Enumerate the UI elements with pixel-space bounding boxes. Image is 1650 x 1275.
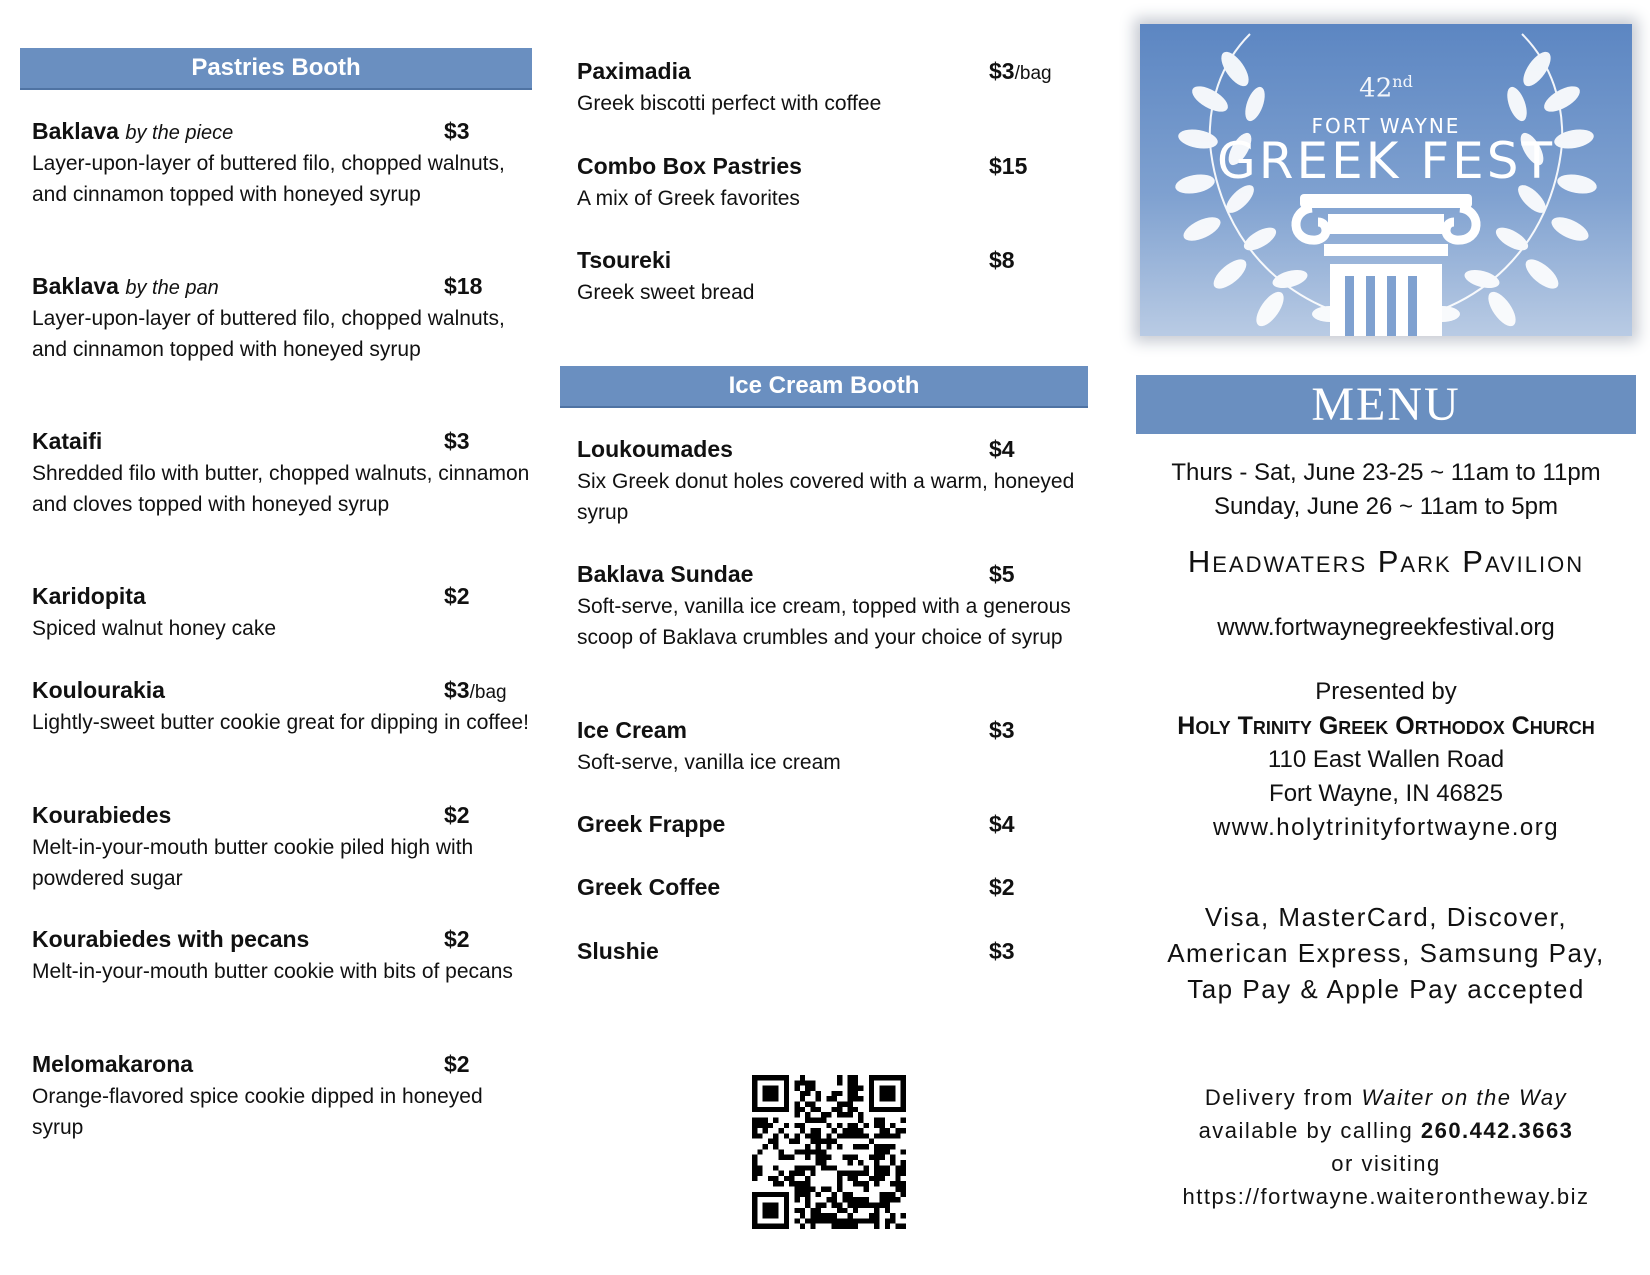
item-price: $15 xyxy=(989,153,1028,179)
logo-ordinal: 42nd xyxy=(1359,72,1413,104)
item-price: $8 xyxy=(989,247,1015,273)
item-name: Baklava by the piece xyxy=(32,118,234,144)
item-name: Combo Box Pastries xyxy=(577,153,802,179)
menu-item xyxy=(577,561,1088,653)
qr-code-icon xyxy=(752,1075,906,1229)
item-description: Orange-flavored spice cookie dipped in honeyed syrup xyxy=(32,1085,483,1139)
item-description: Soft-serve, vanilla ice cream, topped with a generous scoop of Baklava crumbles and your choice of syrup xyxy=(577,595,1071,649)
festival-dates: Thurs - Sat, June 23-25 ~ 11am to 11pm Sunday, June 26 ~ 11am to 5pm xyxy=(1171,459,1601,520)
item-name: Tsoureki xyxy=(577,247,672,273)
item-description: Greek biscotti perfect with coffee xyxy=(577,92,882,115)
church-website[interactable]: www.holytrinityfortwayne.org xyxy=(1212,814,1560,841)
delivery-url[interactable]: https://fortwayne.waiterontheway.biz xyxy=(1182,1184,1590,1209)
item-description: A mix of Greek favorites xyxy=(577,187,800,210)
item-name: Karidopita xyxy=(32,583,146,609)
presented-by-label: Presented by xyxy=(1315,678,1457,705)
item-price: $3/bag xyxy=(444,677,507,703)
item-price: $2 xyxy=(444,583,470,609)
pastries-booth-header: Pastries Booth xyxy=(20,48,532,90)
logo-city: FORT WAYNE xyxy=(1311,114,1461,138)
item-name: Paximadia xyxy=(577,58,691,84)
item-name: Greek Coffee xyxy=(577,874,721,900)
item-price: $2 xyxy=(444,1051,470,1077)
item-description: Layer-upon-layer of buttered filo, chopped walnuts, and cinnamon topped with honeyed syrup xyxy=(32,307,505,361)
payment-methods: Visa, MasterCard, Discover, American Express, Samsung Pay, Tap Pay & Apple Pay accepted xyxy=(1167,902,1605,1004)
church-address-line2: Fort Wayne, IN 46825 xyxy=(1269,780,1503,807)
item-price: $3 xyxy=(989,717,1015,743)
item-description: Melt-in-your-mouth butter cookie piled high with powdered sugar xyxy=(32,836,474,890)
item-name: Kourabiedes with pecans xyxy=(32,926,310,952)
item-name: Kataifi xyxy=(32,428,103,454)
item-price: $3 xyxy=(444,428,470,454)
church-name: Holy Trinity Greek Orthodox Church xyxy=(1177,712,1595,740)
church-address-line1: 110 East Wallen Road xyxy=(1267,746,1505,773)
item-price: $3 xyxy=(444,118,470,144)
delivery-phone[interactable]: 260.442.3663 xyxy=(1420,1118,1574,1143)
item-price: $2 xyxy=(444,926,470,952)
item-description: Spiced walnut honey cake xyxy=(32,617,276,640)
item-price: $2 xyxy=(444,802,470,828)
menu-item xyxy=(32,677,532,738)
menu-banner: MENU xyxy=(1136,375,1636,434)
item-description: Melt-in-your-mouth butter cookie with bits of pecans xyxy=(32,960,513,983)
item-description: Layer-upon-layer of buttered filo, chopped walnuts, and cinnamon topped with honeyed syrup xyxy=(32,152,505,206)
menu-item xyxy=(577,717,1088,778)
menu-item xyxy=(32,118,532,210)
menu-item xyxy=(577,811,1088,841)
delivery-info: Delivery from Waiter on the Way available by calling 260.442.3663 or visiting https://fortwayne.waiterontheway.biz xyxy=(1136,1081,1636,1213)
menu-item xyxy=(32,273,532,365)
item-description: Lightly-sweet butter cookie great for dipping in coffee! xyxy=(32,711,529,734)
item-name: Kourabiedes xyxy=(32,802,172,828)
item-price: $5 xyxy=(989,561,1015,587)
item-name: Loukoumades xyxy=(577,436,733,462)
item-name: Greek Frappe xyxy=(577,811,726,837)
item-price: $18 xyxy=(444,273,483,299)
item-name: Melomakarona xyxy=(32,1051,194,1077)
menu-item xyxy=(577,938,1088,968)
item-name: Ice Cream xyxy=(577,717,687,743)
item-price: $4 xyxy=(989,436,1015,462)
item-price: $3 xyxy=(989,938,1015,964)
menu-item xyxy=(32,926,532,987)
item-name: Baklava by the pan xyxy=(32,273,219,299)
menu-item xyxy=(577,153,1088,214)
logo-title: GREEK FEST xyxy=(1217,132,1555,190)
item-description: Shredded filo with butter, chopped walnuts, cinnamon and cloves topped with honeyed syrup xyxy=(32,462,530,516)
item-price: $3/bag xyxy=(989,58,1052,84)
item-name: Baklava Sundae xyxy=(577,561,754,587)
item-description: Greek sweet bread xyxy=(577,281,755,304)
menu-item xyxy=(32,428,532,520)
menu-item xyxy=(32,583,532,644)
item-name: Slushie xyxy=(577,938,659,964)
menu-item xyxy=(32,802,532,894)
menu-item xyxy=(577,436,1088,528)
item-description: Soft-serve, vanilla ice cream xyxy=(577,751,841,774)
menu-item xyxy=(577,247,1088,308)
menu-item xyxy=(577,874,1088,904)
item-price: $2 xyxy=(989,874,1015,900)
ice-cream-booth-header: Ice Cream Booth xyxy=(560,366,1088,408)
presented-by-block xyxy=(1136,675,1636,845)
item-price: $4 xyxy=(989,811,1015,837)
festival-website[interactable]: www.fortwaynegreekfestival.org xyxy=(1217,614,1555,641)
menu-item xyxy=(32,1051,532,1143)
item-description: Six Greek donut holes covered with a warm, honeyed syrup xyxy=(577,470,1075,524)
menu-item xyxy=(577,58,1088,119)
location: Headwaters Park Pavilion xyxy=(1187,544,1585,579)
item-name: Koulourakia xyxy=(32,677,165,703)
greek-fest-logo xyxy=(1140,24,1632,336)
